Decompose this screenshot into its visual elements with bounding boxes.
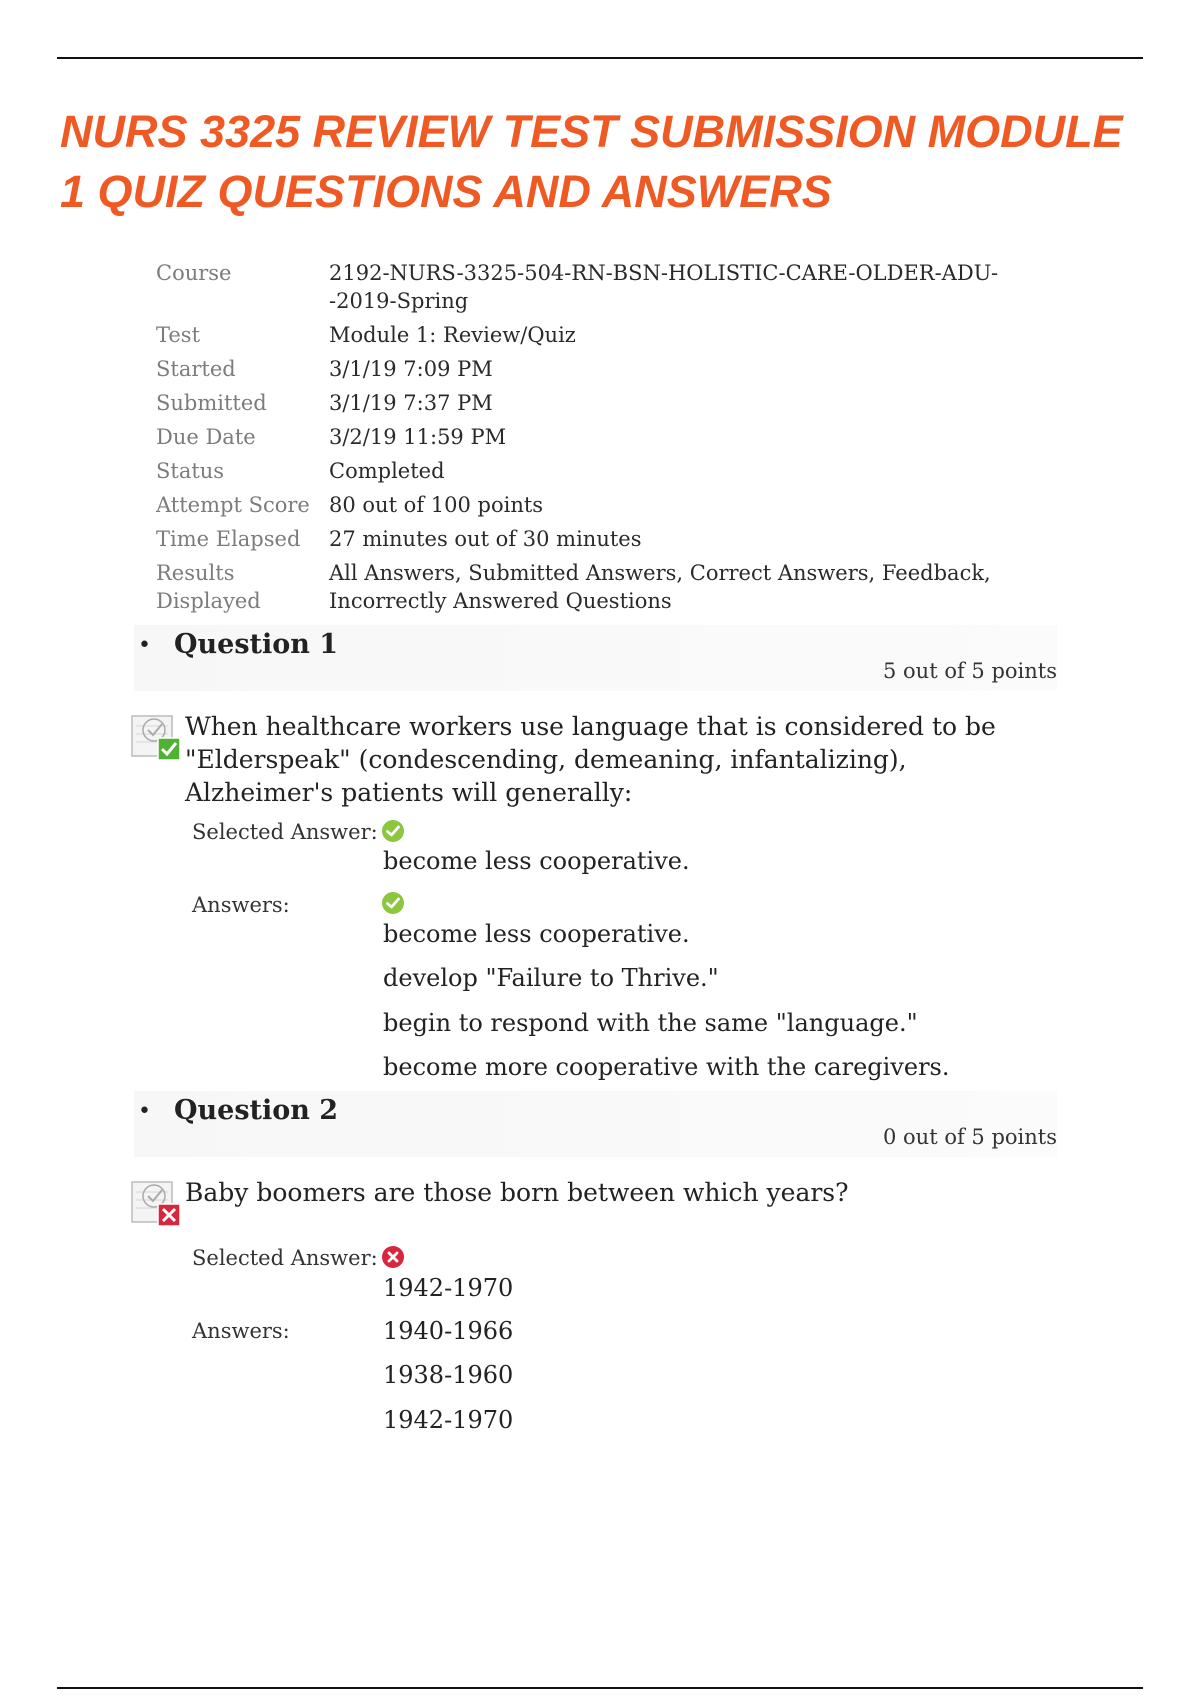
meta-value: 3/2/19 11:59 PM <box>329 425 507 449</box>
meta-label: Time Elapsed <box>156 527 301 551</box>
question-2-text: Baby boomers are those born between which years? <box>185 1178 849 1207</box>
meta-value: 3/1/19 7:37 PM <box>329 391 493 415</box>
meta-label: Results Displayed <box>156 561 261 613</box>
answer-option: become less cooperative. <box>383 920 690 948</box>
question-2-title: Question 2 <box>174 1095 339 1126</box>
question-incorrect-icon <box>130 1178 184 1230</box>
answers-label: Answers: <box>192 893 290 917</box>
top-rule <box>57 57 1143 59</box>
answer-option: 1942-1970 <box>383 1406 514 1434</box>
answer-option: develop "Failure to Thrive." <box>383 964 719 992</box>
meta-label: Test <box>156 323 201 347</box>
question-1-points: 5 out of 5 points <box>883 659 1057 683</box>
question-2-points: 0 out of 5 points <box>883 1125 1057 1149</box>
answer-option: begin to respond with the same "language." <box>383 1009 918 1037</box>
meta-value: All Answers, Submitted Answers, Correct Answers, Feedback, Incorrectly Answered Questions <box>329 561 991 613</box>
meta-value: Module 1: Review/Quiz <box>329 323 576 347</box>
meta-value: 27 minutes out of 30 minutes <box>329 527 642 551</box>
bottom-rule <box>57 1687 1143 1689</box>
meta-value: 80 out of 100 points <box>329 493 544 517</box>
selected-answer-label: Selected Answer: <box>192 820 378 844</box>
meta-row-due-date <box>156 423 1056 451</box>
answer-option: become more cooperative with the caregivers. <box>383 1053 950 1081</box>
bullet-icon: • <box>138 1099 151 1124</box>
meta-label: Started <box>156 357 236 381</box>
question-1-title: Question 1 <box>174 629 339 660</box>
meta-label: Status <box>156 459 225 483</box>
meta-row-time-elapsed <box>156 525 1056 553</box>
meta-row-results-displayed <box>156 559 1056 615</box>
question-2-header <box>134 1091 1057 1157</box>
meta-value: 3/1/19 7:09 PM <box>329 357 493 381</box>
meta-row-started <box>156 355 1056 383</box>
document-title-line-2: 1 QUIZ QUESTIONS AND ANSWERS <box>60 166 832 217</box>
question-correct-icon <box>130 712 184 764</box>
meta-row-status <box>156 457 1056 485</box>
meta-row-test <box>156 321 1056 349</box>
meta-value: 2192-NURS-3325-504-RN-BSN-HOLISTIC-CARE-OLDER-ADU--2019-Spring <box>329 261 999 313</box>
meta-row-submitted <box>156 389 1056 417</box>
selected-answer-text: become less cooperative. <box>383 847 690 875</box>
meta-row-course <box>156 259 1056 315</box>
question-1-header <box>134 625 1057 691</box>
document-title-line-1: NURS 3325 REVIEW TEST SUBMISSION MODULE <box>60 106 1123 157</box>
document-title <box>60 102 1190 222</box>
submission-details-table <box>156 259 1056 621</box>
meta-value: Completed <box>329 459 445 483</box>
bullet-icon: • <box>138 633 151 658</box>
question-1-text: When healthcare workers use language that is considered to be "Elderspeak" (condescending, demeaning, infantalizing), Alzheimer's patients will generally: <box>185 712 996 807</box>
meta-row-attempt-score <box>156 491 1056 519</box>
selected-answer-label: Selected Answer: <box>192 1246 378 1270</box>
x-circle-icon <box>381 1245 405 1269</box>
answer-option: 1940-1966 <box>383 1317 514 1345</box>
selected-answer-text: 1942-1970 <box>383 1274 514 1302</box>
meta-label: Submitted <box>156 391 267 415</box>
check-circle-icon <box>381 891 405 915</box>
check-circle-icon <box>381 819 405 843</box>
meta-label: Course <box>156 261 232 285</box>
answers-label: Answers: <box>192 1319 290 1343</box>
meta-label: Due Date <box>156 425 256 449</box>
answer-option: 1938-1960 <box>383 1361 514 1389</box>
meta-label: Attempt Score <box>156 493 310 517</box>
